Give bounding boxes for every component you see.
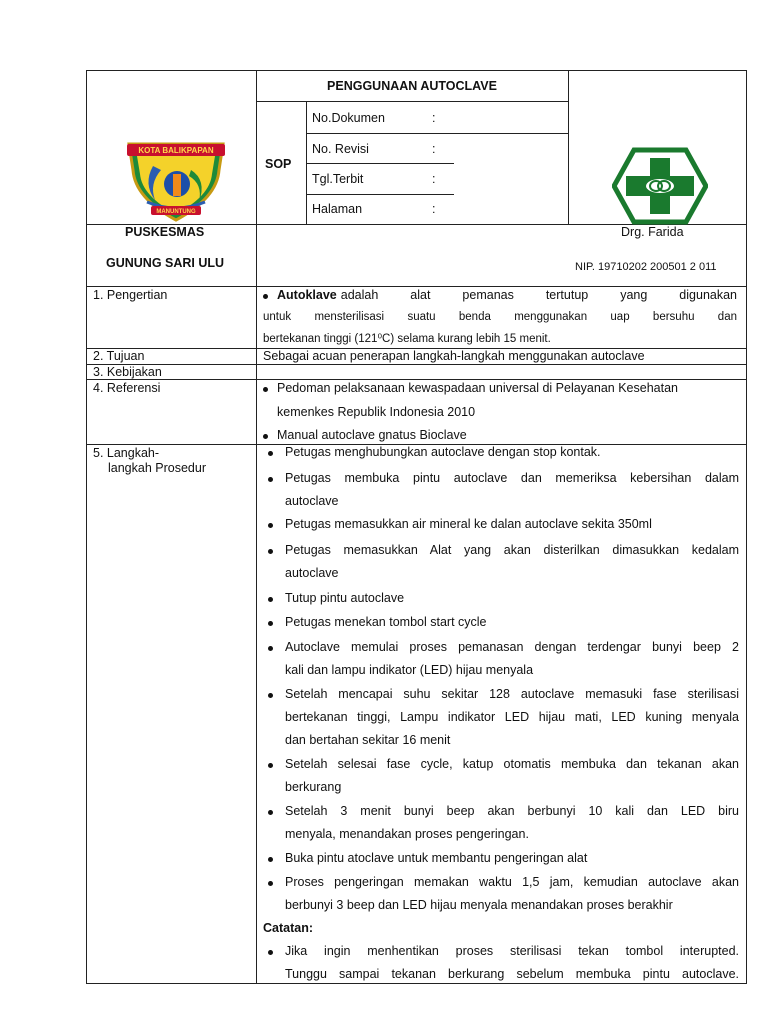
step-line: Setelah 3 menit bunyi beep akan berbunyi 10 kali dan LED biru [285,804,739,818]
bullet [268,451,273,456]
note-line1: Jika ingin menhentikan proses sterilisasi tekan tombol interupted. [285,944,739,958]
bullet [268,950,273,955]
pengertian-term: Autoklave [277,288,337,302]
step-line: menyala, menandakan proses pengeringan. [285,827,529,841]
bullet [263,387,268,392]
bullet [268,810,273,815]
step-line: Petugas menekan tombol start cycle [285,615,487,629]
pengertian-line3: bertekanan tinggi (121⁰C) selama kurang lebih 15 menit. [263,333,551,345]
org-name-line2: GUNUNG SARI ULU [106,256,225,270]
pengertian-line1-rest: adalah alat pemanas tertutup yang digunakan [340,288,737,302]
field-sep: : [432,142,436,156]
logo-text-bottom: MANUNTUNG [156,209,196,215]
field-label-no-dokumen: No.Dokumen [312,111,385,125]
step-line: berkurang [285,780,342,794]
section-pengertian-label: 1. Pengertian [93,288,168,302]
step-line: Buka pintu atoclave untuk membantu pengeringan alat [285,851,588,865]
referensi-item1-line1: Pedoman pelaksanaan kewaspadaan universal di Pelayanan Kesehatan [277,381,678,395]
section-langkah-label-line1: 5. Langkah- [93,446,160,460]
step-line: Petugas memasukkan Alat yang akan disterilkan dimasukkan kedalam [285,543,739,557]
city-logo [121,140,231,222]
step-line: Petugas memasukkan air mineral ke dalan autoclave sekita 350ml [285,517,652,531]
bullet [268,523,273,528]
field-label-tgl-terbit: Tgl.Terbit [312,172,364,186]
tujuan-text: Sebagai acuan penerapan langkah-langkah menggunakan autoclave [263,349,645,363]
bullet [268,693,273,698]
step-line: autoclave [285,566,339,580]
note-label: Catatan: [263,921,314,935]
step-line: Autoclave memulai proses pemanasan dengan terdengar bunyi beep 2 [285,640,739,654]
section-tujuan-label: 2. Tujuan [93,349,145,363]
step-line: Petugas menghubungkan autoclave dengan stop kontak. [285,445,601,459]
note-line2: Tunggu sampai tekanan berkurang sebelum membuka pintu autoclave. [285,967,739,981]
referensi-item1-line2: kemenkes Republik Indonesia 2010 [277,405,476,419]
step-line: autoclave [285,494,339,508]
logo-text-top: KOTA BALIKPAPAN [138,146,214,155]
step-line: Setelah selesai fase cycle, katup otomatis membuka dan tekanan akan [285,757,739,771]
bullet [268,597,273,602]
step-line: dan bertahan sekitar 16 menit [285,733,451,747]
step-line: bertekanan tinggi, Lampu indikator LED hijau mati, LED kuning menyala [285,710,739,724]
bullet [268,477,273,482]
org-name-line1: PUSKESMAS [125,225,205,239]
referensi-item2: Manual autoclave gnatus Bioclave [277,428,467,442]
bullet [268,621,273,626]
step-line: berbunyi 3 beep dan LED hijau menyala menandakan proses berakhir [285,898,673,912]
field-label-halaman: Halaman [312,202,363,216]
section-langkah-label-line2: langkah Prosedur [108,461,206,475]
bullet [268,857,273,862]
bullet [268,549,273,554]
step-line: Proses pengeringan memakan waktu 1,5 jam, kemudian autoclave akan [285,875,739,889]
bullet [263,294,268,299]
sop-label: SOP [265,157,292,171]
bullet [268,881,273,886]
document-title: PENGGUNAAN AUTOCLAVE [327,79,497,93]
signer-nip: NIP. 19710202 200501 2 011 [575,261,717,273]
section-referensi-label: 4. Referensi [93,381,161,395]
bullet [268,646,273,651]
field-sep: : [432,172,436,186]
pengertian-line2: untuk mensterilisasi suatu benda menggunakan uap bersuhu dan [263,311,737,323]
field-label-no-revisi: No. Revisi [312,142,369,156]
field-sep: : [432,202,436,216]
bullet [268,763,273,768]
pengertian-line1 [277,288,737,303]
step-line: Setelah mencapai suhu sekitar 128 autoclave memasuki fase sterilisasi [285,687,739,701]
puskesmas-logo [612,146,708,226]
field-sep: : [432,111,436,125]
bullet [263,434,268,439]
section-kebijakan-label: 3. Kebijakan [93,365,162,379]
signer-name: Drg. Farida [621,225,684,239]
step-line: Tutup pintu autoclave [285,591,405,605]
step-line: kali dan lampu indikator (LED) hijau menyala [285,663,534,677]
step-line: Petugas membuka pintu autoclave dan memeriksa kebersihan dalam [285,471,739,485]
